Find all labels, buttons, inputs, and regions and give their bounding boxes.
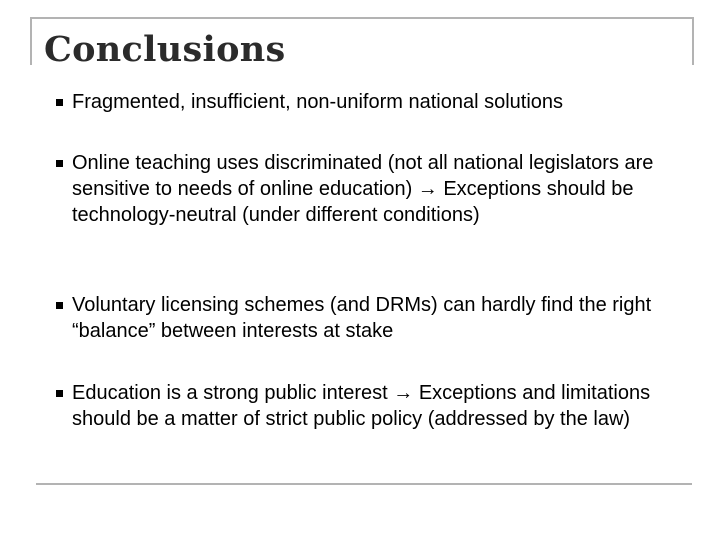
square-bullet-icon: [56, 160, 63, 167]
square-bullet-icon: [56, 390, 63, 397]
square-bullet-icon: [56, 302, 63, 309]
bullet-text: Fragmented, insufficient, non-uniform national solutions: [72, 91, 564, 113]
bullet-text: Education is a strong public interest → Exceptions and limitations should be a matter of strict public policy (addressed by the law): [72, 382, 651, 430]
square-bullet-icon: [56, 99, 63, 106]
title-frame-top: [30, 17, 694, 19]
slide-title: Conclusions: [44, 29, 286, 70]
bullet-text: Voluntary licensing schemes (and DRMs) can hardly find the right “balance” between interests at stake: [72, 294, 652, 342]
title-frame-left: [30, 17, 32, 65]
bottom-divider: [36, 483, 692, 485]
bullet-text: Online teaching uses discriminated (not all national legislators are sensitive to needs of online education) → Exceptions should be technology-neutral (under different conditions): [72, 152, 654, 226]
title-frame-right: [692, 17, 694, 65]
